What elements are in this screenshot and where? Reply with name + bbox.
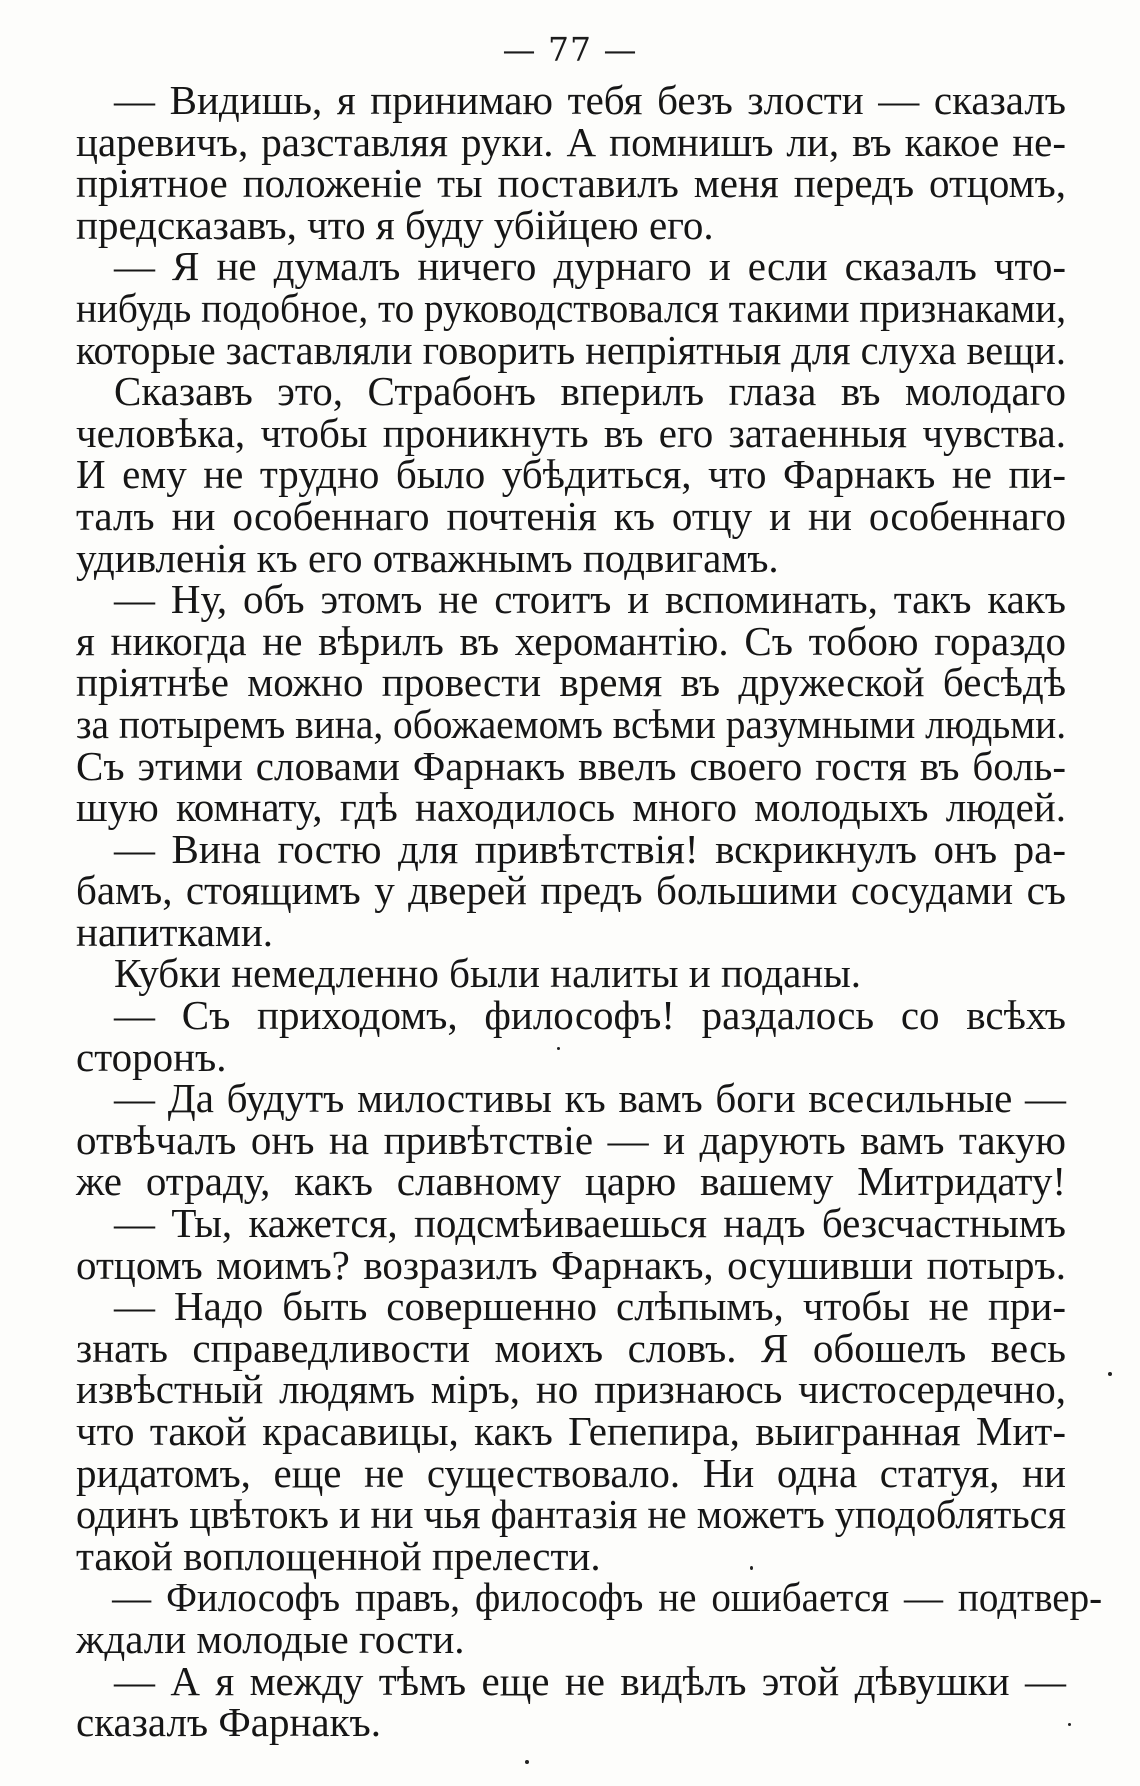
text-line: — Философъ правъ, философъ не ошибается — подтвер- <box>112 1574 1103 1621</box>
text-line: бамъ, стоящимъ у дверей предъ большими сосудами съ <box>76 867 1066 914</box>
text-line: — Видишь, я принимаю тебя безъ злости — сказалъ <box>114 77 1066 123</box>
text-line: отвѣчалъ онъ на привѣтствіе — и дарують вамъ такую <box>76 1116 1066 1163</box>
text-line: — Надо быть совершенно слѣпымъ, чтобы не при- <box>114 1283 1066 1330</box>
text-line: что такой красавицы, какъ Гепепира, выигранная Мит- <box>76 1408 1066 1454</box>
text-line: царевичъ, разставляя руки. А помнишъ ли, въ какое не- <box>76 118 1066 165</box>
text-line: ждали молодые гости. <box>76 1615 465 1662</box>
print-speck <box>750 1566 753 1570</box>
text-line: сказалъ Фарнакъ. <box>76 1699 381 1746</box>
text-line: ридатомъ, еще не существовало. Ни одна статуя, ни <box>76 1449 1066 1496</box>
text-line: — Ты, кажется, подсмѣиваешься надъ безсчастнымъ <box>114 1200 1066 1247</box>
text-line: пріятнѣе можно провести время въ дружеской бесѣдѣ <box>76 659 1066 706</box>
text-line: знать справедливости моихъ словъ. Я обошелъ весь <box>76 1324 1066 1371</box>
text-line: я никогда не вѣрилъ въ херомантію. Съ тобою гораздо <box>76 617 1066 664</box>
text-line: напитками. <box>76 908 274 955</box>
body-text <box>76 77 1103 1746</box>
text-line: же отраду, какъ славному царю вашему Митридату! <box>76 1158 1066 1205</box>
text-line: пріятное положеніе ты поставилъ меня передъ отцомъ, <box>76 160 1066 207</box>
text-line: — Ну, объ этомъ не стоитъ и вспоминать, такъ какъ <box>114 576 1066 623</box>
print-speck <box>525 1760 529 1764</box>
text-line: Кубки немедленно были налиты и поданы. <box>114 950 862 997</box>
text-line: которые заставляли говорить непріятныя для слуха вещи. <box>76 326 1066 373</box>
text-line: удивленія къ его отважнымъ подвигамъ. <box>76 534 779 581</box>
text-line: отцомъ моимъ? возразилъ Фарнакъ, осушивши потыръ. <box>76 1241 1066 1288</box>
text-line: сторонъ. <box>76 1033 227 1080</box>
text-line: предсказавъ, что я буду убійцею его. <box>76 201 714 248</box>
print-speck <box>1108 1372 1112 1376</box>
text-line: нибудь подобное, то руководствовался такими признаками, <box>76 284 1067 331</box>
text-line: за потыремъ вина, обожаемомъ всѣми разумными людьми. <box>76 700 1067 747</box>
print-speck <box>557 1047 560 1050</box>
text-line: — А я между тѣмъ еще не видѣлъ этой дѣвушки — <box>114 1657 1066 1704</box>
text-line: — Съ приходомъ, философъ! раздалось со всѣхъ <box>114 992 1066 1039</box>
text-line: одинъ цвѣтокъ и ни чья фантазія не можетъ уподобляться <box>76 1491 1067 1538</box>
page-number: — 77 — <box>502 30 638 69</box>
text-line: — Вина гостю для привѣтствія! вскрикнулъ онъ ра- <box>114 825 1066 872</box>
text-line: И ему не трудно было убѣдиться, что Фарнакъ не пи- <box>76 451 1066 498</box>
text-line: талъ ни особеннаго почтенія къ отцу и ни особеннаго <box>76 492 1066 539</box>
text-line: человѣка, чтобы проникнуть въ его затаенныя чувства. <box>76 409 1066 456</box>
text-line: такой воплощенной прелести. <box>76 1532 601 1579</box>
print-speck <box>1068 1723 1071 1726</box>
text-line: Съ этими словами Фарнакъ ввелъ своего гостя въ боль- <box>76 742 1066 789</box>
text-line: шую комнату, гдѣ находилось много молодыхъ людей. <box>76 784 1066 831</box>
text-line: извѣстный людямъ міръ, но признаюсь чистосердечно, <box>76 1366 1066 1413</box>
text-line: — Да будутъ милостивы къ вамъ боги всесильные — <box>114 1075 1066 1122</box>
text-line: — Я не думалъ ничего дурнаго и если сказалъ что- <box>114 243 1066 290</box>
text-line: Сказавъ это, Страбонъ вперилъ глаза въ молодаго <box>114 368 1066 415</box>
